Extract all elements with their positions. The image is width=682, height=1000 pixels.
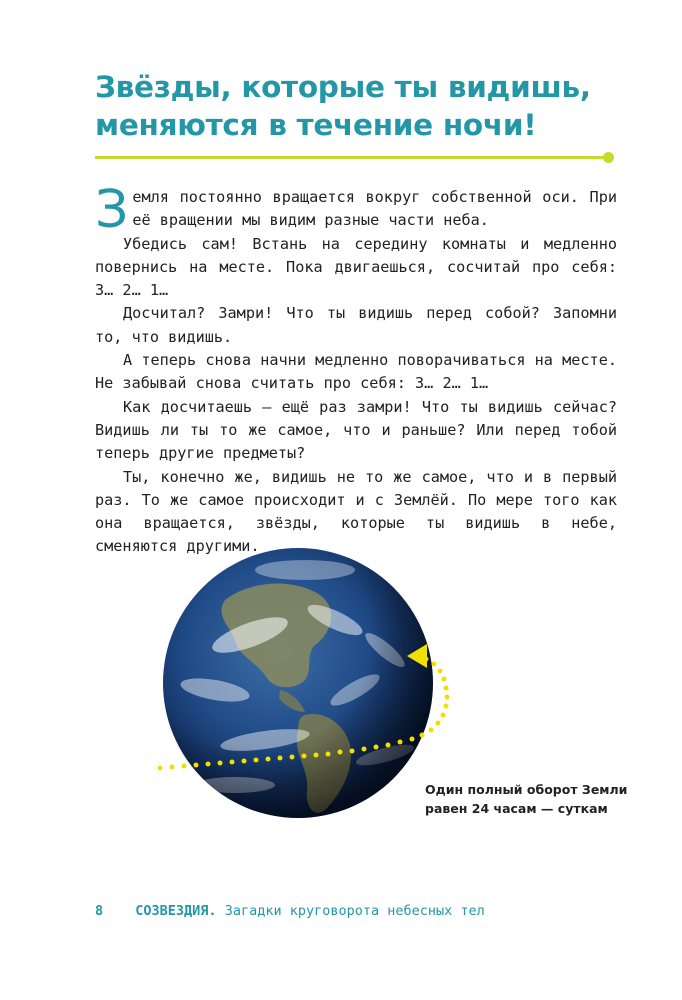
- caption-line-1: Один полный оборот Земли: [425, 782, 628, 797]
- paragraph-4: А теперь снова начни медленно поворачиваться на месте. Не забывай снова считать про себя: 3… 2… 1…: [95, 351, 617, 393]
- title-underline: [95, 156, 607, 159]
- title-line-1: Звёзды, которые ты видишь,: [95, 70, 591, 104]
- book-title: СОЗВЕЗДИЯ.: [135, 903, 217, 919]
- paragraph-1-text: емля постоянно вращается вокруг собственной оси. При её вращении мы видим разные части неба.: [132, 188, 617, 230]
- caption-line-2: равен 24 часам — суткам: [425, 801, 608, 816]
- drop-cap: З: [95, 180, 129, 240]
- page-number: 8: [95, 903, 104, 919]
- figure-caption: [425, 780, 655, 818]
- article-body: [95, 180, 617, 559]
- page-footer: [95, 903, 655, 919]
- earth-illustration: [155, 540, 455, 840]
- paragraph-1: [95, 180, 617, 240]
- paragraph-2: Убедись сам! Встань на середину комнаты и медленно повернись на месте. Пока двигаешься, сосчитай про себя: 3… 2… 1…: [95, 234, 617, 300]
- earth-globe-icon: [155, 540, 455, 840]
- book-subtitle: Загадки круговорота небесных тел: [224, 903, 485, 919]
- title-line-2: меняются в течение ночи!: [95, 108, 537, 142]
- paragraph-3: Досчитал? Замри! Что ты видишь перед собой? Запомни то, что видишь.: [95, 304, 617, 346]
- paragraph-6: Ты, конечно же, видишь не то же самое, что и в первый раз. То же самое происходит и с Землёй. По мере того как она вращается, звёзды, которые ты видишь в небе, сменяются другими.: [95, 467, 617, 556]
- paragraph-5: Как досчитаешь — ещё раз замри! Что ты видишь сейчас? Видишь ли ты то же самое, что и раньше? Или перед тобой теперь другие предметы?: [95, 397, 617, 463]
- page-title: [95, 68, 655, 144]
- title-underline-dot: [603, 152, 614, 163]
